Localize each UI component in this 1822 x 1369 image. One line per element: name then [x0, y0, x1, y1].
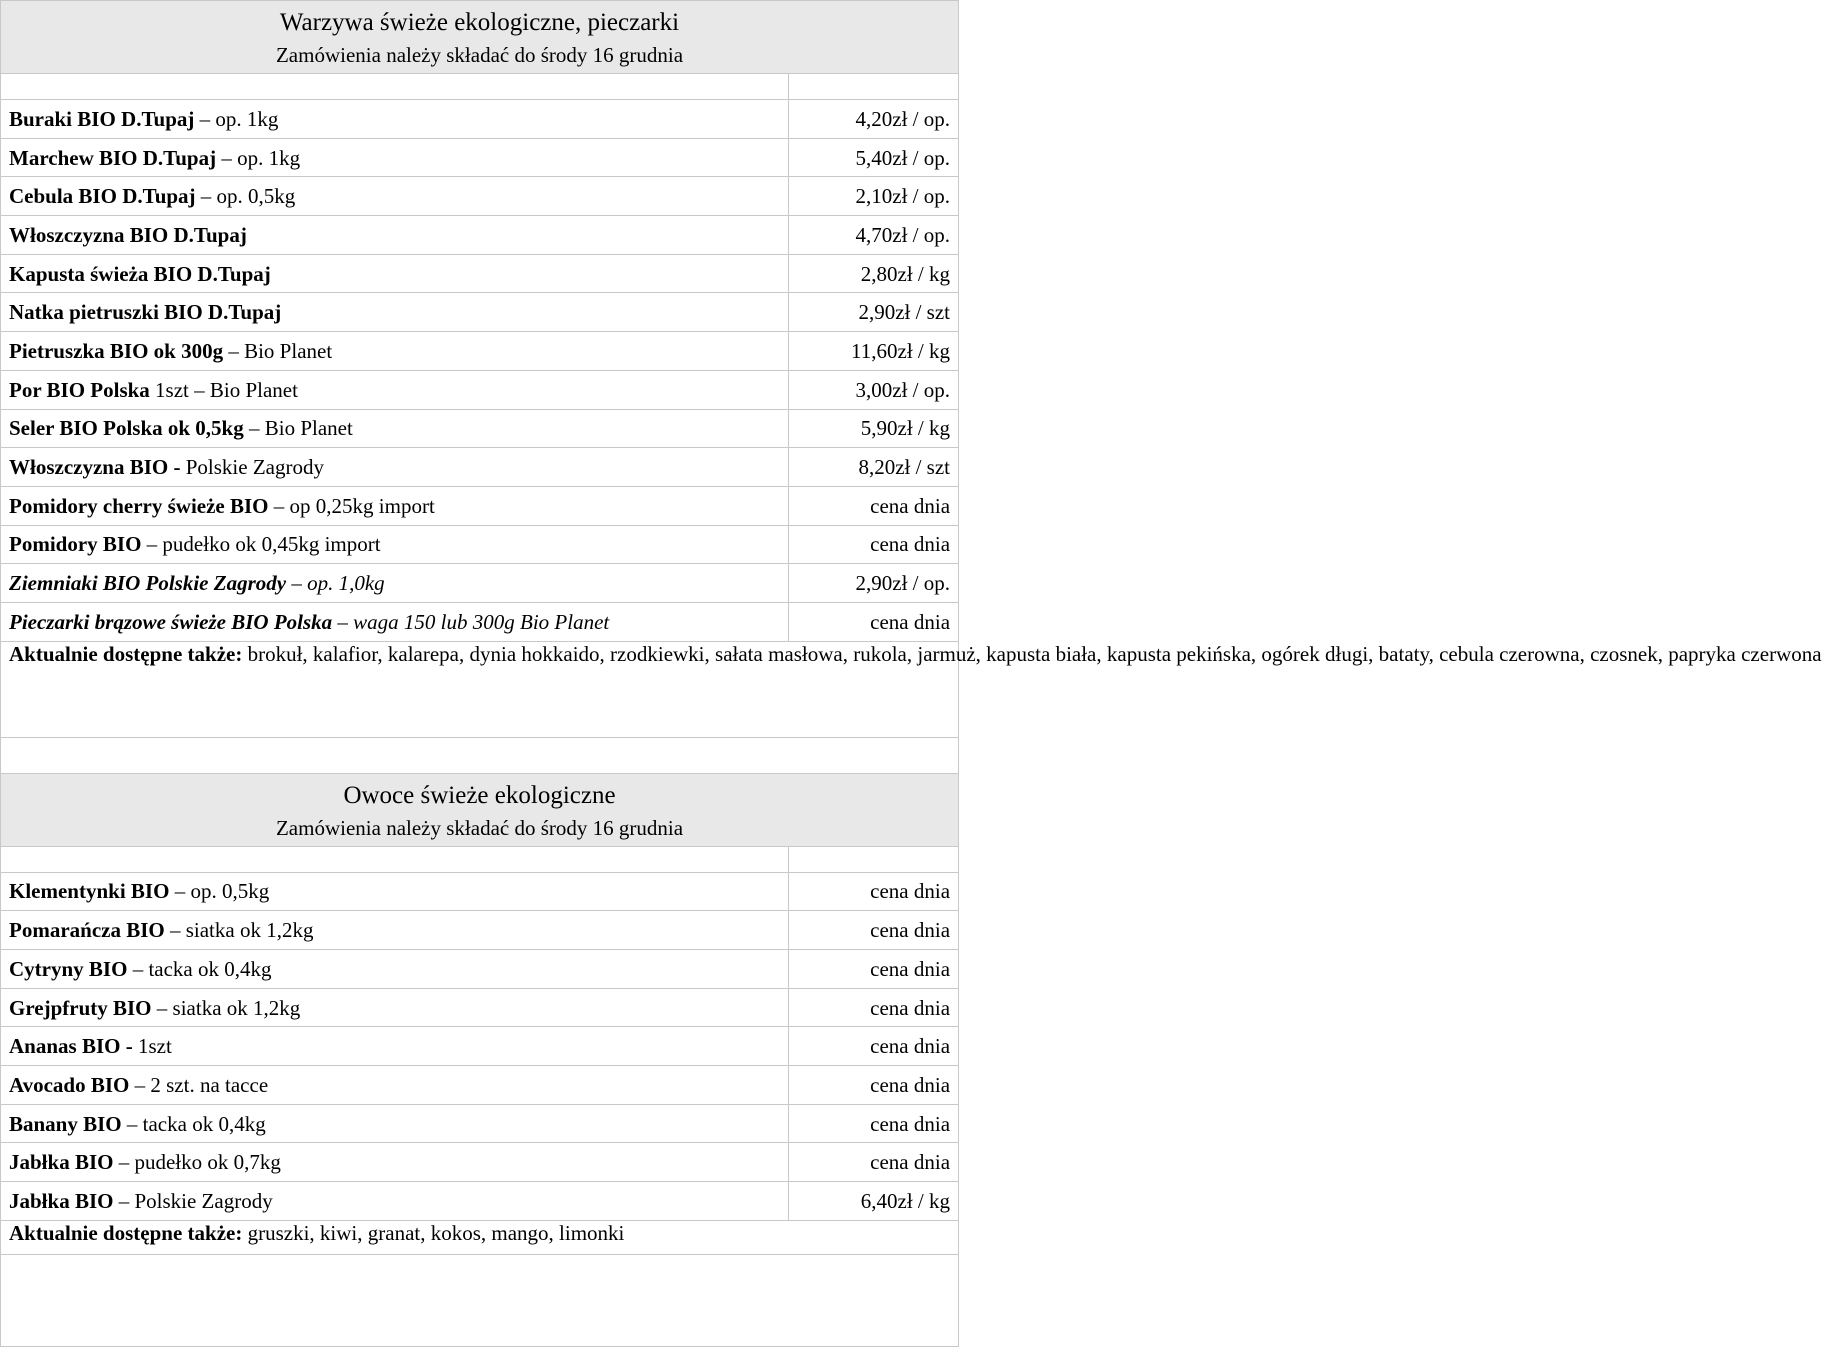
- table-row: [1, 602, 959, 641]
- product-name: Klementynki BIO – op. 0,5kg: [1, 872, 789, 911]
- product-price: cena dnia: [789, 1066, 959, 1105]
- product-label: Włoszczyzna BIO -: [9, 455, 181, 480]
- product-name: Jabłka BIO – Polskie Zagrody: [1, 1182, 789, 1221]
- product-price: cena dnia: [789, 872, 959, 911]
- product-price: cena dnia: [789, 1027, 959, 1066]
- product-detail: pudełko ok 0,45kg import: [162, 532, 381, 557]
- product-name: Banany BIO – tacka ok 0,4kg: [1, 1104, 789, 1143]
- product-label: Marchew BIO D.Tupaj: [9, 145, 217, 170]
- product-name: [1, 370, 789, 409]
- table-row: [1, 293, 959, 332]
- product-label: Seler BIO Polska ok 0,5kg: [9, 416, 244, 441]
- product-detail: Polskie Zagrody: [134, 1188, 273, 1213]
- product-label: Jabłka BIO: [9, 1150, 114, 1175]
- product-detail: Polskie Zagrody: [185, 455, 324, 480]
- product-name: Pomarańcza BIO – siatka ok 1,2kg: [1, 911, 789, 950]
- note-text: brokuł, kalafior, kalarepa, dynia hokkaido, rzodkiewki, sałata masłowa, rukola, jarmuż, kapusta biała, kapusta pekińska, ogórek długi, bataty, cebula czerowna, czosnek, papryka czerwona: [247, 641, 1822, 666]
- product-label: Jabłka BIO: [9, 1188, 114, 1213]
- fruit_section-note-row: [1, 1220, 959, 1254]
- product-name: [1, 293, 789, 332]
- product-detail: 2 szt. na tacce: [150, 1072, 269, 1097]
- product-label: Pomidory BIO: [9, 532, 142, 557]
- table-row: [1, 100, 959, 139]
- table-row: [1, 332, 959, 371]
- product-price: 4,20zł / op.: [789, 100, 959, 139]
- fruit_section-header-row: [1, 773, 959, 846]
- product-detail: tacka ok 0,4kg: [148, 956, 272, 981]
- product-label: Avocado BIO: [9, 1072, 130, 1097]
- product-label: Pomidory cherry świeże BIO: [9, 493, 269, 518]
- product-name: Seler BIO Polska ok 0,5kg – Bio Planet: [1, 409, 789, 448]
- product-label: Natka pietruszki BIO D.Tupaj: [9, 300, 282, 325]
- product-detail: op. 1kg: [237, 145, 301, 170]
- section-separator: [1, 737, 959, 773]
- product-price: 2,10zł / op.: [789, 177, 959, 216]
- product-detail: waga 150 lub 300g Bio Planet: [353, 609, 610, 634]
- empty-cell: [1, 737, 959, 773]
- table-row: [1, 486, 959, 525]
- fruit-spacer-row: [1, 846, 959, 872]
- table-row: [1, 138, 959, 177]
- product-name: Pomidory cherry świeże BIO – op 0,25kg import: [1, 486, 789, 525]
- table-row: [1, 254, 959, 293]
- product-label: Pieczarki brązowe świeże BIO Polska: [9, 609, 333, 634]
- product-price: cena dnia: [789, 1143, 959, 1182]
- product-label: Klementynki BIO: [9, 879, 170, 904]
- product-price: 5,40zł / op.: [789, 138, 959, 177]
- product-price: 4,70zł / op.: [789, 216, 959, 255]
- product-label: Kapusta świeża BIO D.Tupaj: [9, 261, 271, 286]
- product-detail: siatka ok 1,2kg: [185, 918, 314, 943]
- fruit_section-title: Owoce świeże ekologiczne: [343, 781, 616, 809]
- product-name: Pietruszka BIO ok 300g – Bio Planet: [1, 332, 789, 371]
- veg_section-note-row: [1, 641, 959, 737]
- product-price: 2,90zł / op.: [789, 564, 959, 603]
- empty-cell: [1, 846, 789, 872]
- veg_section-availability-note: [1, 641, 1822, 737]
- product-price: 11,60zł / kg: [789, 332, 959, 371]
- product-detail: op. 1kg: [215, 106, 279, 131]
- product-price: 2,90zł / szt: [789, 293, 959, 332]
- product-name: Cytryny BIO – tacka ok 0,4kg: [1, 950, 789, 989]
- veg_section-title: Warzywa świeże ekologiczne, pieczarki: [279, 9, 680, 36]
- product-label: Grejpfruty BIO: [9, 995, 152, 1020]
- product-name: Pieczarki brązowe świeże BIO Polska – waga 150 lub 300g Bio Planet: [1, 602, 789, 641]
- table-row: [1, 1182, 959, 1221]
- table-row: [1, 216, 959, 255]
- product-detail: Bio Planet: [244, 338, 333, 363]
- product-label: Pietruszka BIO ok 300g: [9, 338, 224, 363]
- table-row: [1, 872, 959, 911]
- product-price: cena dnia: [789, 602, 959, 641]
- table-row: [1, 177, 959, 216]
- product-label: Pomarańcza BIO: [9, 918, 165, 943]
- product-name: Ziemniaki BIO Polskie Zagrody – op. 1,0kg: [1, 564, 789, 603]
- note-text: gruszki, kiwi, granat, kokos, mango, limonki: [247, 1220, 625, 1245]
- table-row: [1, 1066, 959, 1105]
- product-detail: 1szt: [137, 1034, 172, 1059]
- product-price: cena dnia: [789, 525, 959, 564]
- product-name: [1, 216, 789, 255]
- product-price: 3,00zł / op.: [789, 370, 959, 409]
- table-row: [1, 988, 959, 1027]
- empty-cell: [789, 846, 959, 872]
- product-detail: op 0,25kg import: [289, 493, 435, 518]
- veg_section-order-deadline: Zamówienia należy składać do środy 16 grudnia: [275, 43, 684, 67]
- product-price: cena dnia: [789, 1104, 959, 1143]
- product-name: Cebula BIO D.Tupaj – op. 0,5kg: [1, 177, 789, 216]
- bottom-empty-row: [1, 1254, 959, 1346]
- product-price: cena dnia: [789, 988, 959, 1027]
- product-price: cena dnia: [789, 486, 959, 525]
- product-name: [1, 1027, 789, 1066]
- table-row: [1, 409, 959, 448]
- table-row: [1, 1027, 959, 1066]
- product-name: Jabłka BIO – pudełko ok 0,7kg: [1, 1143, 789, 1182]
- product-price: 2,80zł / kg: [789, 254, 959, 293]
- product-detail: op. 0,5kg: [190, 879, 270, 904]
- fruit_section-order-deadline: Zamówienia należy składać do środy 16 grudnia: [275, 815, 684, 840]
- veg-spacer-row: [1, 74, 959, 100]
- product-detail: 1szt – Bio Planet: [155, 377, 298, 402]
- note-label: Aktualnie dostępne także:: [9, 1220, 243, 1245]
- table-row: [1, 1143, 959, 1182]
- veg_section-header: [1, 1, 959, 74]
- product-name: Grejpfruty BIO – siatka ok 1,2kg: [1, 988, 789, 1027]
- product-name: Buraki BIO D.Tupaj – op. 1kg: [1, 100, 789, 139]
- product-detail: pudełko ok 0,7kg: [134, 1150, 281, 1175]
- note-label: Aktualnie dostępne także:: [9, 641, 243, 666]
- product-label: Ziemniaki BIO Polskie Zagrody: [9, 571, 287, 596]
- product-detail: tacka ok 0,4kg: [142, 1111, 266, 1136]
- product-name: [1, 448, 789, 487]
- table-row: [1, 564, 959, 603]
- product-label: Por BIO Polska: [9, 377, 150, 402]
- product-name: [1, 254, 789, 293]
- product-name: Avocado BIO – 2 szt. na tacce: [1, 1066, 789, 1105]
- product-name: Pomidory BIO – pudełko ok 0,45kg import: [1, 525, 789, 564]
- product-label: Włoszczyzna BIO D.Tupaj: [9, 222, 247, 247]
- table-row: [1, 911, 959, 950]
- veg_section-header-row: [1, 1, 959, 74]
- fruit_section-availability-note: [1, 1220, 959, 1254]
- product-label: Banany BIO: [9, 1111, 122, 1136]
- table-row: [1, 525, 959, 564]
- product-price: 5,90zł / kg: [789, 409, 959, 448]
- product-price: cena dnia: [789, 911, 959, 950]
- empty-cell: [1, 1254, 959, 1346]
- empty-cell: [789, 74, 959, 100]
- product-price: cena dnia: [789, 950, 959, 989]
- product-price: 6,40zł / kg: [789, 1182, 959, 1221]
- table-row: [1, 950, 959, 989]
- empty-cell: [1, 74, 789, 100]
- product-name: Marchew BIO D.Tupaj – op. 1kg: [1, 138, 789, 177]
- product-label: Cytryny BIO: [9, 956, 128, 981]
- product-label: Ananas BIO -: [9, 1034, 133, 1059]
- product-label: Cebula BIO D.Tupaj: [9, 184, 196, 209]
- table-row: [1, 370, 959, 409]
- product-detail: siatka ok 1,2kg: [172, 995, 301, 1020]
- table-row: [1, 448, 959, 487]
- product-detail: op. 1,0kg: [307, 571, 385, 596]
- product-label: Buraki BIO D.Tupaj: [9, 106, 195, 131]
- product-price: 8,20zł / szt: [789, 448, 959, 487]
- table-row: [1, 1104, 959, 1143]
- product-detail: Bio Planet: [264, 416, 353, 441]
- fruit_section-header: [1, 773, 959, 846]
- product-detail: op. 0,5kg: [216, 184, 296, 209]
